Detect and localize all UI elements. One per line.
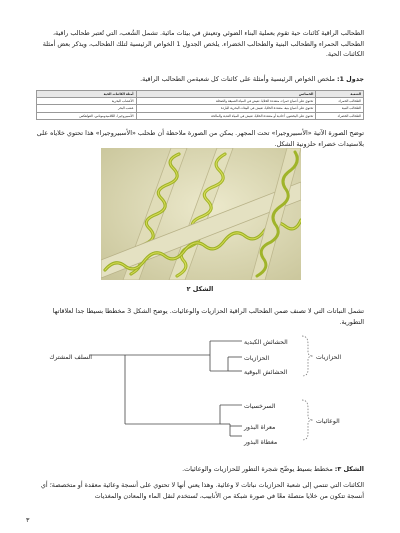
table-header-cell: الشعبة xyxy=(316,91,364,98)
table-row xyxy=(37,112,364,119)
spirogyra-illustration xyxy=(101,148,301,280)
table-cell: تحتوي على أصباغ حمراء، متعددة الخلايا، تعيش في المياه العميقة والضحلة xyxy=(136,98,316,105)
table-cell: تحتوي على اليخضور، أحادية أو متعددة الخلايا، تعيش في المياه العذبة والمالحة xyxy=(136,112,316,119)
figure-2-label: الشكل ٢ xyxy=(186,285,214,293)
table-cell: الأعشاب البحرية xyxy=(37,98,137,105)
table-caption-text: ملخص الخواص الرئيسية وأمثلة على كائنات كل شعبةمن الطحالب الراقية. xyxy=(140,75,337,84)
table-cell: تحتوي على أصباغ بنية، متعددة الخلايا، تعيش في البيئات البحرية الباردة xyxy=(136,105,316,112)
tree-leaf-label: الحزازيات xyxy=(244,355,270,362)
table-caption xyxy=(36,74,364,85)
tree-root-label: السلف المشترك xyxy=(49,354,92,361)
page-number: ٣ xyxy=(26,516,30,524)
tree-paragraph: تشمل النباتات التي لا تصنف ضمن الطحالب الراقية الحزازيات والوعائيات. يوضح الشكل 3 مخططا بسيطا جدا لعلاقاتها التطورية. xyxy=(52,307,364,326)
tree-leaf-label: السرخسيات xyxy=(244,403,276,410)
table-cell: الطحالب البنية xyxy=(316,105,364,112)
figure-3-caption xyxy=(36,464,364,475)
tree-leaf-label: مغطاة البذور xyxy=(244,439,278,446)
intro-paragraph: الطحالب الراقية كائنات حية تقوم بعملية البناء الضوئي وتعيش في بيئات مائية. تشمل الشُعب، التي تُعتبر طحالب راقية، الطحالب الحمراء والطحالب البنية والطحالب الخضراء. يلخص الجدول 1 الخواص الرئيسية لتلك الطحالب، ويذكر بعض أمثلة الكائنات الحية. xyxy=(42,29,364,59)
table-cell: الطحالب الخضراء xyxy=(316,112,364,119)
table-row xyxy=(37,105,364,112)
table-header-row xyxy=(37,91,364,98)
table-cell: الطحالب الحمراء xyxy=(316,98,364,105)
tree-group-label-bryophytes: الحزازيات xyxy=(316,354,342,361)
table-header-cell: أمثلة الكائنات الحية xyxy=(37,91,137,98)
table-cell: الأسبيروجيرا، الكلاميدوموناس، الفولفكس xyxy=(37,112,137,119)
figure-3-caption-label: الشكل ٣: xyxy=(334,465,364,474)
tree-group-label-vascular: الوعائيات xyxy=(316,418,340,425)
table-cell: عشب البحر xyxy=(37,105,137,112)
table-caption-label: جدول 1: xyxy=(336,75,364,84)
table-row xyxy=(37,98,364,105)
properties-table xyxy=(36,90,364,120)
spirogyra-micrograph xyxy=(101,148,301,280)
phylogenetic-tree xyxy=(30,330,370,460)
table-header-cell: الخصائص xyxy=(136,91,316,98)
photo-paragraph: توضح الصورة الآتية «الأسبيروجيرا» تحت المجهر. يمكن من الصورة ملاحظة أن طحلب «الأسبيروجيرا» هذا تحتوي خلاياه على بلاستيدات خضراء حلزونية الشكل. xyxy=(36,129,364,148)
closing-paragraph: الكائنات التي تنتمي إلى شعبة الحزازيات نباتات لا وعائية. وهذا يعني أنها لا تحتوي على أنسجة وعائية معقدة أو متخصصة؛ أي أنسجة تتكون من خلايا متصلة معًا في صورة شبكة من الأنابيب، تُستخدم لنقل الماء والمعادن والمغذيات xyxy=(40,481,364,500)
tree-leaf-label: معراة البذور xyxy=(244,424,276,431)
tree-leaf-label: الحشائش البوقية xyxy=(244,369,288,376)
figure-3-caption-text: مخطط بسيط يوضّح شجرة التطور للحزازيات والوعائيات. xyxy=(182,465,335,474)
tree-leaf-label: الحشائش الكبدية xyxy=(244,339,288,346)
